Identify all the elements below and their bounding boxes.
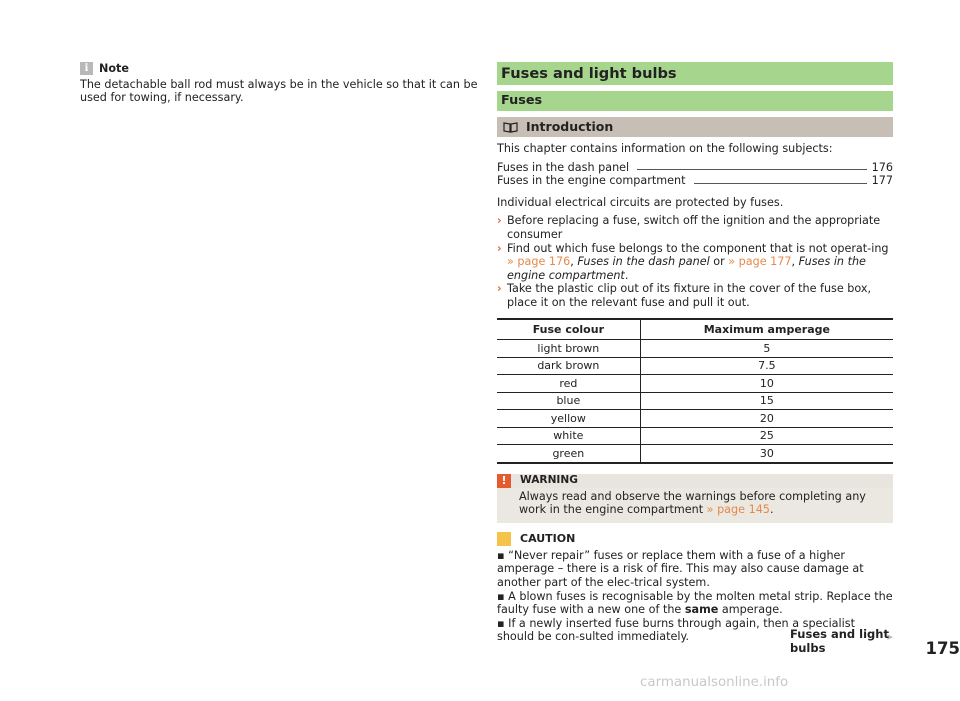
- table-row: [497, 445, 893, 463]
- intro-heading: [497, 117, 893, 137]
- fuse-colour: dark brown: [497, 357, 640, 375]
- table-row: [497, 340, 893, 358]
- step-3: [497, 282, 893, 309]
- fuse-amperage: 20: [640, 410, 893, 428]
- table-row: [497, 357, 893, 375]
- fuse-table: [497, 318, 893, 464]
- fuse-amperage: 5: [640, 340, 893, 358]
- leader-line: [637, 169, 866, 170]
- right-column: [497, 62, 893, 644]
- caution-item: ▪ If a newly inserted fuse burns through again, then a specialist should be con-sulted immediately.: [497, 616, 855, 644]
- exclamation-icon: !: [497, 474, 511, 488]
- warning-text-end: .: [769, 503, 774, 517]
- caution-label: CAUTION: [520, 532, 576, 546]
- intro-lead: This chapter contains information on the following subjects:: [497, 142, 833, 155]
- column-header: Maximum amperage: [640, 319, 893, 340]
- caution-item: ▪ “Never repair” fuses or replace them with a fuse of a higher amperage – there is a risk of fire. This may also cause damage at another part of the elec-trical system.: [497, 548, 864, 589]
- toc-item[interactable]: [497, 161, 893, 175]
- steps: [497, 214, 893, 309]
- page-number: 175: [925, 638, 960, 658]
- note-label: Note: [99, 62, 129, 75]
- intro-sentence: Individual electrical circuits are protected by fuses.: [497, 195, 784, 209]
- note-heading: [80, 62, 480, 76]
- page-link[interactable]: » page 177: [728, 255, 792, 269]
- caution-icon: [497, 532, 511, 546]
- fuse-amperage: 7.5: [640, 357, 893, 375]
- step-text: Take the plastic clip out of its fixture in the cover of the fuse box, place it on the relevant fuse and pull it out.: [507, 282, 872, 309]
- info-icon: i: [80, 62, 93, 75]
- chapter-title: Fuses and light bulbs: [497, 62, 893, 85]
- table-header-row: [497, 319, 893, 340]
- continue-arrow-icon: ▸: [887, 630, 893, 644]
- step-text: Before replacing a fuse, switch off the ignition and the appropriate consumer: [507, 214, 881, 241]
- step-text-part: .: [624, 268, 629, 282]
- step-1: [497, 214, 893, 241]
- warning-label: WARNING: [520, 473, 578, 486]
- step-text-part: or: [709, 255, 729, 269]
- table-row: [497, 427, 893, 445]
- chevron-right-icon: ›: [497, 282, 502, 296]
- fuse-colour: light brown: [497, 340, 640, 358]
- step-text-part: ,: [791, 255, 799, 269]
- toc-item[interactable]: [497, 174, 893, 188]
- fuse-amperage: 15: [640, 392, 893, 410]
- table-row: [497, 392, 893, 410]
- page-link[interactable]: » page 176: [507, 255, 571, 269]
- fuse-amperage: 10: [640, 375, 893, 393]
- watermark: carmanualsonline.info: [640, 675, 789, 690]
- emphasis: same: [684, 603, 719, 617]
- left-column: [80, 62, 480, 105]
- section-ref: Fuses in the dash panel: [577, 255, 710, 269]
- note-text: The detachable ball rod must always be in the vehicle so that it can be used for towing, if necessary.: [80, 77, 478, 105]
- table-row: [497, 375, 893, 393]
- chevron-right-icon: ›: [497, 241, 502, 255]
- toc-page: 176: [871, 160, 893, 174]
- step-text: [507, 242, 893, 283]
- footer-title: Fuses and light bulbs: [790, 627, 889, 655]
- table-row: [497, 410, 893, 428]
- fuse-amperage: 25: [640, 427, 893, 445]
- section-title: Fuses: [497, 91, 893, 111]
- step-text-part: Find out which fuse belongs to the component that is not operat-ing: [507, 241, 889, 255]
- fuse-amperage: 30: [640, 445, 893, 463]
- caution-item-text: amperage.: [718, 603, 783, 617]
- fuse-colour: yellow: [497, 410, 640, 428]
- toc: [497, 161, 893, 188]
- warning-heading: [497, 474, 893, 488]
- caution-item-text: ▪ A blown fuses is recognisable by the molten metal strip. Replace the faulty fuse with a new one of the: [497, 589, 893, 617]
- column-header: Fuse colour: [497, 319, 640, 340]
- section-ref: Fuses in the engine compartment: [507, 255, 866, 282]
- fuse-colour: white: [497, 427, 640, 445]
- book-icon: [503, 121, 518, 133]
- fuse-colour: blue: [497, 392, 640, 410]
- leader-line: [694, 183, 867, 184]
- fuse-colour: green: [497, 445, 640, 463]
- intro-title: Introduction: [526, 119, 614, 135]
- toc-label: Fuses in the dash panel: [497, 160, 630, 174]
- toc-page: 177: [871, 174, 893, 188]
- step-2: [497, 242, 893, 283]
- warning-box: [497, 488, 893, 523]
- caution-item: [497, 590, 893, 617]
- caution-heading: [497, 532, 893, 546]
- fuse-colour: red: [497, 375, 640, 393]
- toc-label: Fuses in the engine compartment: [497, 174, 686, 188]
- chevron-right-icon: ›: [497, 214, 502, 228]
- page-footer: [790, 627, 960, 658]
- step-text-part: ,: [570, 255, 578, 269]
- page-link[interactable]: » page 145: [706, 503, 770, 517]
- warning-text: Always read and observe the warnings before completing any work in the engine compartment: [519, 489, 866, 517]
